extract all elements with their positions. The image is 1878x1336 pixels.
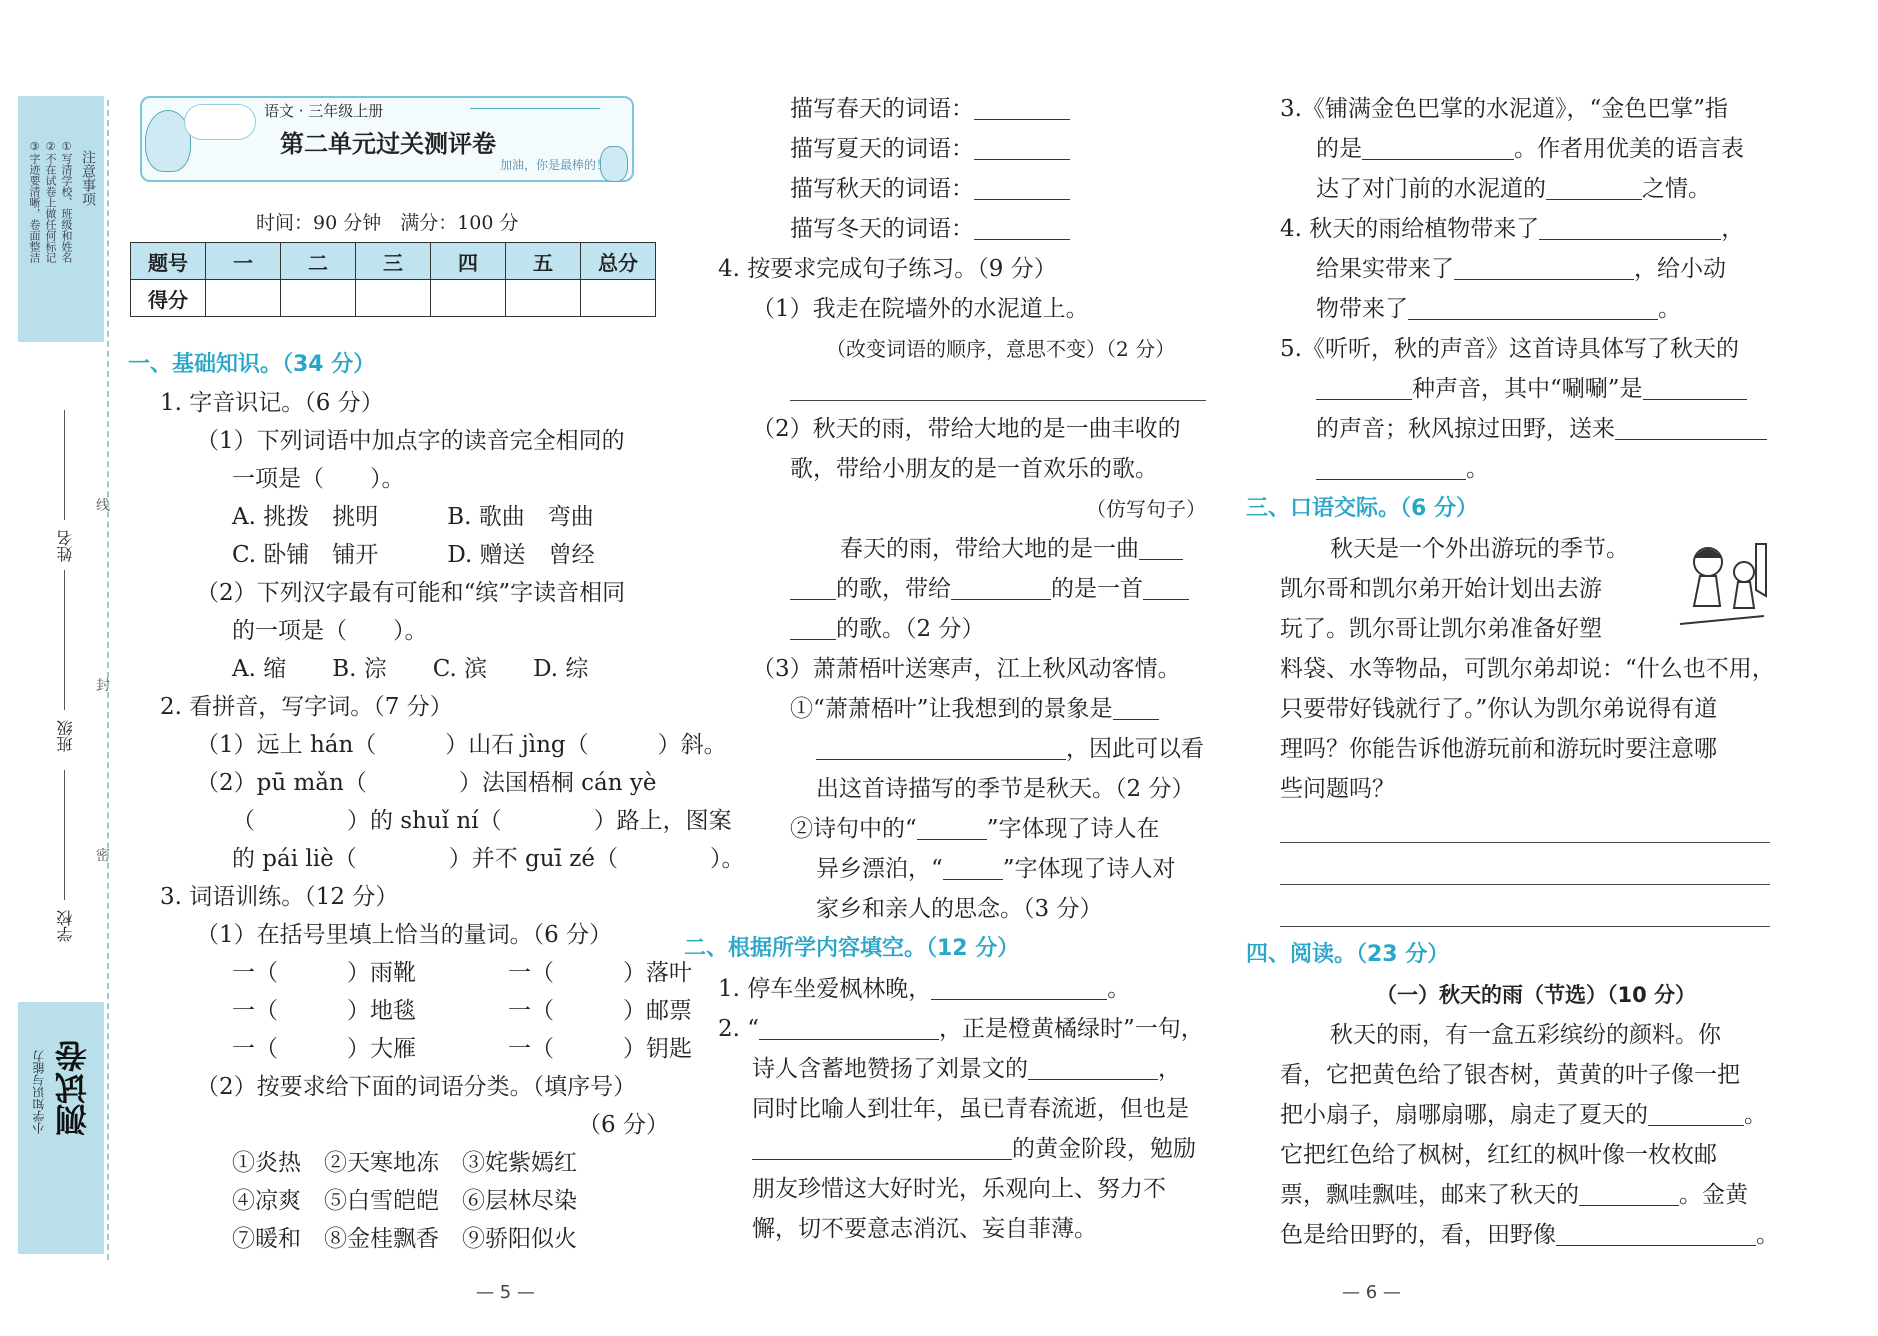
kids-illustration-icon <box>1674 536 1770 632</box>
notice-line-3: ③字迹要清晰，卷面整洁 <box>28 140 41 263</box>
field-school-label: 学校 <box>56 910 75 942</box>
q4-2-line3 <box>790 614 984 644</box>
answer-blank[interactable] <box>1113 697 1159 720</box>
spring-label: 描写春天的词语： <box>790 96 974 122</box>
score-table <box>130 242 656 317</box>
stem-text: 色是给田野的，看，田野像 <box>1280 1222 1556 1248</box>
q3a: （1）在括号里填上恰当的量词。（6 分） <box>196 922 613 948</box>
answer-blank[interactable] <box>752 1137 1012 1160</box>
score-h2: 二 <box>281 243 356 280</box>
reading-title: （一）秋天的雨（节选）（10 分） <box>1376 983 1697 1007</box>
reading-p2: 看，它把黄色给了银杏树，黄黄的叶子像一把 <box>1280 1062 1740 1088</box>
s2-q4b <box>1316 254 1726 284</box>
full-stop: 。 <box>1658 296 1681 322</box>
answer-blank[interactable] <box>1139 537 1183 560</box>
stem-text: ”字体现了诗人对 <box>1002 856 1176 882</box>
s2-q3b <box>1316 134 1744 164</box>
field-class-line[interactable] <box>64 570 65 710</box>
q3a-row3: 一（ ）大雁 一（ ）钥匙 <box>232 1036 692 1062</box>
score-h6: 总分 <box>581 243 656 280</box>
word-row-2: ④凉爽 ⑤白雪皑皑 ⑥层林尽染 <box>232 1188 577 1214</box>
cut-line-1: 线 <box>96 498 110 514</box>
stem-text: 异乡漂泊，“ <box>816 856 943 882</box>
stem-text: ，给小动 <box>1634 256 1726 282</box>
answer-blank[interactable] <box>1643 377 1747 400</box>
answer-line[interactable] <box>1280 926 1770 927</box>
stem-text: ②诗句中的“ <box>790 816 917 842</box>
field-name-label: 姓名 <box>56 530 75 562</box>
brand-small: 小学知识与能力 <box>32 1050 46 1134</box>
q4-2b: 歌，带给小朋友的是一首欢乐的歌。 <box>790 456 1158 482</box>
q4-3-2c: 家乡和亲人的思念。（3 分） <box>816 896 1103 922</box>
summer-words <box>790 134 1070 164</box>
stem-text: 1. 停车坐爱枫林晚， <box>718 976 932 1002</box>
q4-1: （1）我走在院墙外的水泥道上。 <box>752 296 1089 322</box>
answer-line[interactable] <box>790 400 1206 401</box>
answer-blank[interactable] <box>943 857 1003 880</box>
q2a: （1）远上 hán（ ）山石 jìng（ ）斜。 <box>196 732 727 758</box>
header-slogan: 加油，你是最棒的！ <box>500 158 609 172</box>
q4-3-1 <box>790 694 1159 724</box>
score-h4: 四 <box>431 243 506 280</box>
brand-big: 测试卷 <box>54 1040 92 1136</box>
cut-dash-line <box>107 100 109 1260</box>
q1b2: 的一项是（ ）。 <box>232 618 428 644</box>
s2-q2f: 懈，切不要意志消沉、妄自菲薄。 <box>752 1216 1097 1242</box>
score-h1: 一 <box>206 243 281 280</box>
answer-blank[interactable] <box>1556 1223 1756 1246</box>
s2-q2b <box>752 1054 1181 1084</box>
stem-text: 把小扇子，扇哪扇哪，扇走了夏天的 <box>1280 1102 1648 1128</box>
answer-line[interactable] <box>1280 842 1770 843</box>
answer-blank[interactable] <box>974 137 1070 160</box>
answer-blank[interactable] <box>1454 257 1634 280</box>
stem-text: ，因此可以看 <box>1066 736 1204 762</box>
answer-line[interactable] <box>1280 884 1770 885</box>
section-1-heading: 一、基础知识。（34 分） <box>128 352 376 377</box>
stem-text: 的黄金阶段，勉励 <box>1012 1136 1196 1162</box>
page-title: 第二单元过关测评卷 <box>280 129 496 158</box>
stem-text: 的声音；秋风掠过田野，送来 <box>1316 416 1615 442</box>
stem-text: 4. 秋天的雨给植物带来了 <box>1280 216 1540 242</box>
s2-q5b <box>1316 374 1747 404</box>
q4-3-1c: 出这首诗描写的季节是秋天。（2 分） <box>816 776 1195 802</box>
answer-blank[interactable] <box>1316 377 1412 400</box>
full-stop: 。 <box>1107 976 1131 1002</box>
q4-3-1b <box>816 734 1204 764</box>
stem-text: 2. “ <box>718 1016 760 1042</box>
s2-q2 <box>718 1014 1204 1044</box>
stem-text: 的歌，带给 <box>836 576 951 602</box>
header-dots-icon <box>470 108 600 109</box>
q4-1-req: （改变词语的顺序，意思不变）（2 分） <box>826 337 1176 361</box>
cut-line-3: 密 <box>96 848 110 864</box>
q3: 3. 词语训练。（12 分） <box>160 884 399 910</box>
score-h0: 题号 <box>131 243 206 280</box>
answer-blank[interactable] <box>1539 217 1721 240</box>
stem-text: 。金黄 <box>1679 1182 1748 1208</box>
answer-blank[interactable] <box>1546 177 1642 200</box>
answer-blank[interactable] <box>951 577 1051 600</box>
stem-text: 给果实带来了 <box>1316 256 1454 282</box>
stem-text: 诗人含蓄地赞扬了刘景文的 <box>752 1056 1028 1082</box>
section-2-heading: 二、根据所学内容填空。（12 分） <box>684 936 1020 961</box>
stem-text: 种声音，其中“唰唰”是 <box>1412 376 1643 402</box>
q2b: （2）pū mǎn（ ）法国梧桐 cán yè <box>196 770 657 796</box>
q4-2-line2 <box>790 574 1189 604</box>
q1-options-cd: C. 卧铺 铺开 D. 赠送 曾经 <box>232 542 595 568</box>
s2-q2c: 同时比喻人到壮年，虽已青春流逝，但也是 <box>752 1096 1189 1122</box>
oral-p5: 只要带好钱就行了。”你认为凯尔弟说得有道 <box>1280 696 1718 722</box>
s2-q3c <box>1316 174 1711 204</box>
comma: ， <box>1158 1056 1181 1082</box>
reading-p4: 它把红色给了枫树，红红的枫叶像一枚枚邮 <box>1280 1142 1717 1168</box>
q1a: （1）下列词语中加点字的读音完全相同的 <box>196 428 625 454</box>
q4-3-2 <box>790 814 1160 844</box>
score-cell[interactable] <box>356 280 431 317</box>
q1b-options: A. 缩 B. 淙 C. 滨 D. 综 <box>232 656 589 682</box>
score-h3: 三 <box>356 243 431 280</box>
stem-text: 的是一首 <box>1051 576 1143 602</box>
page-number-left: — 5 — <box>476 1282 535 1303</box>
q1b: （2）下列汉字最有可能和“缤”字读音相同 <box>196 580 626 606</box>
stem-text: 的歌。（2 分） <box>836 616 985 642</box>
q4: 4. 按要求完成句子练习。（9 分） <box>718 256 1057 282</box>
answer-blank[interactable] <box>1408 297 1658 320</box>
q4-2-req: （仿写句子） <box>1086 497 1206 521</box>
stem-text: ，正是橙黄橘绿时”一句， <box>939 1016 1204 1042</box>
q1a2: 一项是（ ）。 <box>232 466 405 492</box>
stem-text: ”字体现了诗人在 <box>986 816 1160 842</box>
page-number-right: — 6 — <box>1342 1282 1401 1303</box>
answer-blank[interactable] <box>759 1017 939 1040</box>
q2b2: （ ）的 shuǐ ní（ ）路上，图案 <box>232 808 732 834</box>
q2: 2. 看拼音，写字词。（7 分） <box>160 694 453 720</box>
stem-text: 达了对门前的水泥道的 <box>1316 176 1546 202</box>
q3a-row2: 一（ ）地毯 一（ ）邮票 <box>232 998 692 1024</box>
notice-line-1: ①写清学校、班级和姓名 <box>60 140 73 263</box>
answer-blank[interactable] <box>974 217 1070 240</box>
stem-text: ①“萧萧梧叶”让我想到的景象是 <box>790 696 1113 722</box>
field-name-line[interactable] <box>64 410 65 520</box>
answer-blank[interactable] <box>1028 1057 1158 1080</box>
section-4-heading: 四、阅读。（23 分） <box>1246 942 1450 967</box>
q4-2: （2）秋天的雨，带给大地的是一曲丰收的 <box>752 416 1181 442</box>
reading-p3 <box>1280 1100 1767 1130</box>
answer-blank[interactable] <box>1579 1183 1679 1206</box>
q4-2-stem <box>840 534 1183 564</box>
reading-p5 <box>1280 1180 1748 1210</box>
q3b: （2）按要求给下面的词语分类。（填序号） <box>196 1074 637 1100</box>
answer-blank[interactable] <box>816 737 1066 760</box>
s2-q5: 5.《听听，秋的声音》这首诗具体写了秋天的 <box>1280 336 1739 362</box>
reading-p6 <box>1280 1220 1779 1250</box>
answer-blank[interactable] <box>1615 417 1767 440</box>
s2-q4c <box>1316 294 1681 324</box>
q1: 1. 字音识记。（6 分） <box>160 390 384 416</box>
stem-text: 物带来了 <box>1316 296 1408 322</box>
answer-blank[interactable] <box>974 177 1070 200</box>
stem-text: 之情。 <box>1642 176 1711 202</box>
full-stop: 。 <box>1744 1102 1767 1128</box>
s2-q4 <box>1280 214 1744 244</box>
stem-text: 春天的雨，带给大地的是一曲 <box>840 536 1139 562</box>
summer-label: 描写夏天的词语： <box>790 136 974 162</box>
field-class-label: 班级 <box>56 720 75 752</box>
cut-line-2: 封 <box>96 678 110 694</box>
comma: ， <box>1721 216 1745 242</box>
stem-text: 。作者用优美的语言表 <box>1514 136 1744 162</box>
s2-q5d <box>1316 454 1489 484</box>
notice-line-2: ②不在试卷上做任何标记 <box>44 140 57 263</box>
s2-q2e: 朋友珍惜这大好时光，乐观向上、努力不 <box>752 1176 1166 1202</box>
score-h5: 五 <box>506 243 581 280</box>
q1-options-ab: A. 挑拨 挑明 B. 歌曲 弯曲 <box>232 504 594 530</box>
s2-q1 <box>718 974 1130 1004</box>
oral-p1: 秋天是一个外出游玩的季节。 <box>1330 536 1629 562</box>
q4-3: （3）萧萧梧叶送寒声，江上秋风动客情。 <box>752 656 1181 682</box>
oral-p6: 理吗？你能告诉他游玩前和游玩时要注意哪 <box>1280 736 1717 762</box>
score-label: 得分 <box>131 280 206 317</box>
answer-blank[interactable] <box>917 817 987 840</box>
full-stop: 。 <box>1466 456 1489 482</box>
score-cell[interactable] <box>281 280 356 317</box>
oral-p4: 料袋、水等物品，可凯尔弟却说：“什么也不用， <box>1280 656 1775 682</box>
oral-p7: 些问题吗？ <box>1280 776 1395 802</box>
autumn-label: 描写秋天的词语： <box>790 176 974 202</box>
answer-blank[interactable] <box>1648 1103 1744 1126</box>
full-stop: 。 <box>1756 1222 1779 1248</box>
score-value-row <box>131 280 656 317</box>
s2-q3: 3.《铺满金色巴掌的水泥道》，“金色巴掌”指 <box>1280 96 1728 122</box>
oral-p2: 凯尔哥和凯尔弟开始计划出去游 <box>1280 576 1602 602</box>
score-header-row <box>131 243 656 280</box>
q3a-row1: 一（ ）雨靴 一（ ）落叶 <box>232 960 692 986</box>
score-cell[interactable] <box>581 280 656 317</box>
stem-text: 票，飘哇飘哇，邮来了秋天的 <box>1280 1182 1579 1208</box>
word-row-3: ⑦暖和 ⑧金桂飘香 ⑨骄阳似火 <box>232 1226 577 1252</box>
score-cell[interactable] <box>206 280 281 317</box>
cloud-icon <box>184 104 256 140</box>
q3b-points: （6 分） <box>578 1112 669 1138</box>
field-school-line[interactable] <box>64 770 65 900</box>
answer-blank[interactable] <box>790 617 836 640</box>
section-3-heading: 三、口语交际。（6 分） <box>1246 496 1478 521</box>
score-cell[interactable] <box>431 280 506 317</box>
answer-blank[interactable] <box>931 977 1107 1000</box>
winter-label: 描写冬天的词语： <box>790 216 974 242</box>
word-row-1: ①炎热 ②天寒地冻 ③姹紫嫣红 <box>232 1150 577 1176</box>
answer-blank[interactable] <box>1316 457 1466 480</box>
q2b3: 的 pái liè（ ）并不 guī zé（ ）。 <box>232 846 745 872</box>
answer-blank[interactable] <box>790 577 836 600</box>
answer-blank[interactable] <box>1143 577 1189 600</box>
time-info: 时间：90 分钟 满分：100 分 <box>256 212 519 234</box>
score-cell[interactable] <box>506 280 581 317</box>
s2-q5c <box>1316 414 1767 444</box>
s2-q2d <box>752 1134 1196 1164</box>
answer-blank[interactable] <box>1362 137 1514 160</box>
header-subject: 语文 · 三年级上册 <box>264 102 384 120</box>
winter-words <box>790 214 1070 244</box>
autumn-words <box>790 174 1070 204</box>
reading-p1: 秋天的雨，有一盒五彩缤纷的颜料。你 <box>1330 1022 1721 1048</box>
q4-3-2b <box>816 854 1176 884</box>
stem-text: 的是 <box>1316 136 1362 162</box>
oral-p3: 玩了。凯尔哥让凯尔弟准备好塑 <box>1280 616 1602 642</box>
answer-blank[interactable] <box>974 97 1070 120</box>
spring-words <box>790 94 1070 124</box>
notice-label: 注意事项 <box>80 150 96 206</box>
